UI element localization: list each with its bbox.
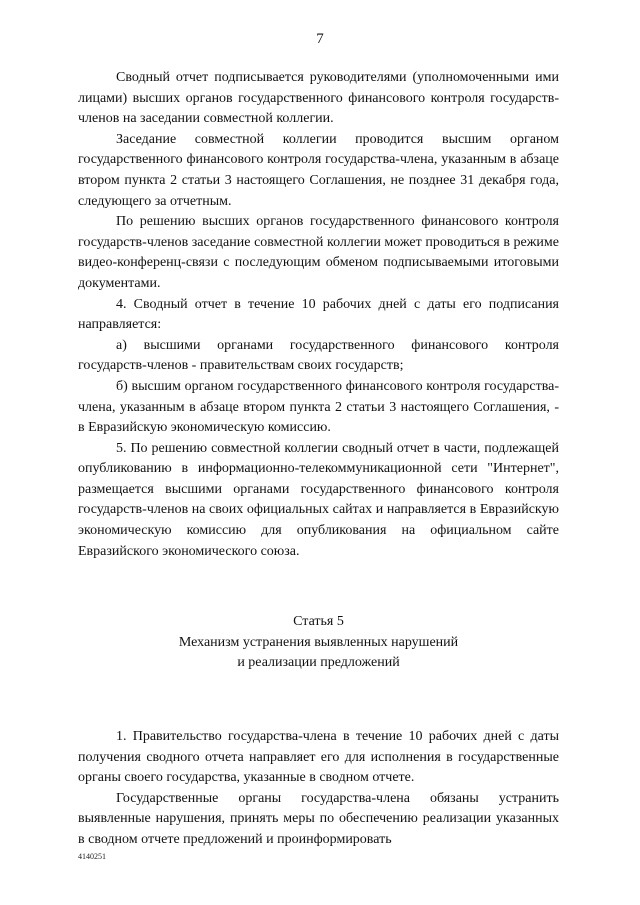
document-code: 4140251 bbox=[78, 852, 106, 861]
paragraph: 4. Сводный отчет в течение 10 рабочих дней с даты его подписания направляется: bbox=[78, 296, 559, 333]
page-number: 7 bbox=[316, 31, 324, 47]
article-number: Статья 5 bbox=[293, 614, 344, 630]
paragraph: а) высшими органами государственного финансового контроля государств-членов - правительствам своих государств; bbox=[78, 337, 559, 374]
spacer bbox=[78, 674, 559, 727]
paragraph: Государственные органы государства-члена обязаны устранить выявленные нарушения, принять меры по обеспечению реализации указанных в сводном отчете предложений и проинформировать bbox=[78, 790, 559, 847]
paragraph: Сводный отчет подписывается руководителями (уполномоченными ими лицами) высших органов государственного финансового контроля государств-членов на заседании совместной коллегии. bbox=[78, 70, 559, 127]
paragraph: По решению высших органов государственного финансового контроля государств-членов заседание совместной коллегии может проводиться в режиме видео-конференц-связи с последующим обменом подписываемыми итоговыми документами. bbox=[78, 214, 559, 291]
article-title-line-2: и реализации предложений bbox=[237, 655, 400, 671]
article-title-line-1: Механизм устранения выявленных нарушений bbox=[178, 634, 459, 650]
paragraph: Заседание совместной коллегии проводится высшим органом государственного финансового контроля государства-члена, указанным в абзаце втором пункта 2 статьи 3 настоящего Соглашения, не позднее 31 декабря года, следующего за отчетным. bbox=[78, 131, 559, 209]
document-body bbox=[78, 68, 559, 851]
spacer bbox=[78, 562, 559, 612]
paragraph: 5. По решению совместной коллегии сводный отчет в части, подлежащей опубликованию в информационно-телекоммуникационной сети "Интернет", размещается высшими органами государственного финансового контроля государств-членов на своих официальных сайтах и направляется в Евразийскую экономическую комиссию для опубликования на официальном сайте Евразийского экономического союза. bbox=[78, 440, 559, 559]
paragraph: 1. Правительство государства-члена в течение 10 рабочих дней с даты получения сводного отчета направляет его для исполнения в государственные органы своего государства, указанные в сводном отчете. bbox=[78, 729, 559, 786]
article-heading bbox=[78, 612, 559, 674]
paragraph: б) высшим органом государственного финансового контроля государства-члена, указанным в абзаце втором пункта 2 статьи 3 настоящего Соглашения, - в Евразийскую экономическую комиссию. bbox=[78, 378, 559, 436]
